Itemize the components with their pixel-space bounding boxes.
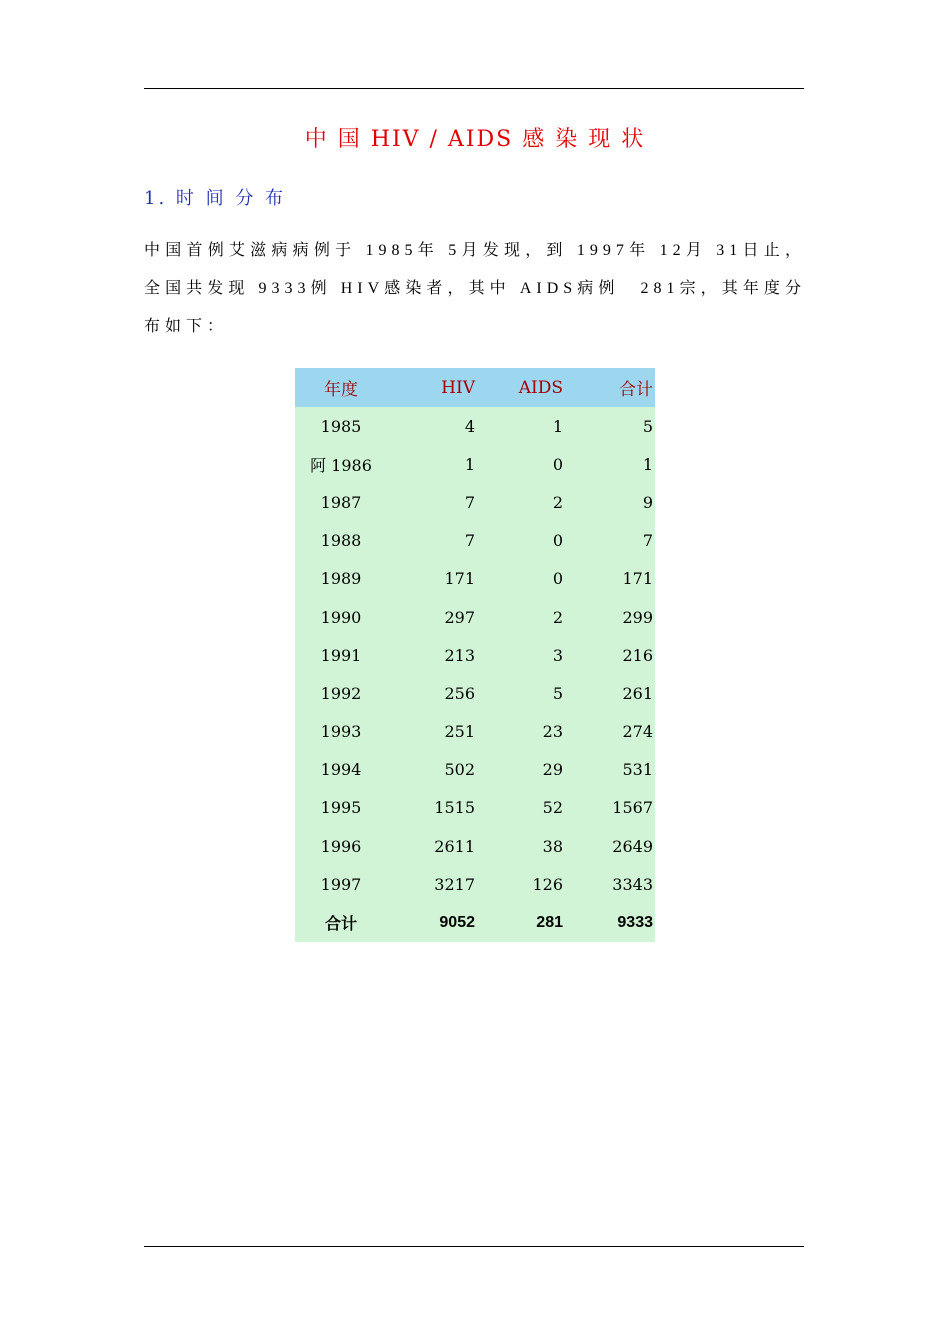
aids-cell: 2 bbox=[477, 483, 565, 521]
header-rule bbox=[144, 88, 804, 89]
total-cell: 1 bbox=[565, 445, 655, 483]
table-row bbox=[295, 713, 655, 751]
hiv-cell: 1 bbox=[387, 445, 477, 483]
footer-rule bbox=[144, 1246, 804, 1247]
aids-cell: 23 bbox=[477, 713, 565, 751]
total-cell: 216 bbox=[565, 636, 655, 674]
total-aids-cell: 281 bbox=[477, 903, 565, 941]
header-hiv: HIV bbox=[387, 368, 477, 407]
intro-paragraph: 中国首例艾滋病病例于 1985年 5月发现，到 1997年 12月 31日止，全国共发现 9333例 HIV感染者，其中 AIDS病例 281宗，其年度分布如下： bbox=[144, 242, 806, 335]
section-heading: 1. 时 间 分 布 bbox=[144, 188, 287, 209]
aids-cell: 0 bbox=[477, 522, 565, 560]
aids-cell: 1 bbox=[477, 407, 565, 445]
year-cell: 1997 bbox=[295, 865, 387, 903]
table-row bbox=[295, 751, 655, 789]
hiv-cell: 7 bbox=[387, 483, 477, 521]
aids-cell: 5 bbox=[477, 674, 565, 712]
year-cell: 1988 bbox=[295, 522, 387, 560]
total-cell: 1567 bbox=[565, 789, 655, 827]
year-cell: 1996 bbox=[295, 827, 387, 865]
aids-cell: 126 bbox=[477, 865, 565, 903]
page-title: 中 国 HIV / AIDS 感 染 现 状 bbox=[304, 127, 646, 152]
table-total-row bbox=[295, 903, 655, 941]
total-cell: 261 bbox=[565, 674, 655, 712]
table-row bbox=[295, 598, 655, 636]
table-row bbox=[295, 445, 655, 483]
year-cell: 1990 bbox=[295, 598, 387, 636]
table-row bbox=[295, 560, 655, 598]
hiv-cell: 3217 bbox=[387, 865, 477, 903]
year-cell: 阿 1986 bbox=[295, 445, 387, 483]
hiv-cell: 1515 bbox=[387, 789, 477, 827]
hiv-cell: 213 bbox=[387, 636, 477, 674]
header-year: 年度 bbox=[295, 368, 387, 407]
table-row bbox=[295, 636, 655, 674]
aids-cell: 52 bbox=[477, 789, 565, 827]
year-cell: 1987 bbox=[295, 483, 387, 521]
aids-cell: 2 bbox=[477, 598, 565, 636]
total-cell: 9 bbox=[565, 483, 655, 521]
table-row bbox=[295, 674, 655, 712]
aids-cell: 0 bbox=[477, 560, 565, 598]
table-row bbox=[295, 827, 655, 865]
total-cell: 3343 bbox=[565, 865, 655, 903]
hiv-cell: 4 bbox=[387, 407, 477, 445]
year-cell: 1989 bbox=[295, 560, 387, 598]
year-cell: 1985 bbox=[295, 407, 387, 445]
total-cell: 5 bbox=[565, 407, 655, 445]
aids-cell: 38 bbox=[477, 827, 565, 865]
hiv-cell: 251 bbox=[387, 713, 477, 751]
header-aids: AIDS bbox=[477, 368, 565, 407]
hiv-cell: 297 bbox=[387, 598, 477, 636]
total-cell: 274 bbox=[565, 713, 655, 751]
table-header-row bbox=[295, 368, 655, 407]
year-cell: 1991 bbox=[295, 636, 387, 674]
total-total-cell: 9333 bbox=[565, 903, 655, 941]
year-cell: 1995 bbox=[295, 789, 387, 827]
total-cell: 299 bbox=[565, 598, 655, 636]
year-cell: 1992 bbox=[295, 674, 387, 712]
header-total: 合计 bbox=[565, 368, 655, 407]
total-hiv-cell: 9052 bbox=[387, 903, 477, 941]
hiv-cell: 2611 bbox=[387, 827, 477, 865]
table-row bbox=[295, 789, 655, 827]
aids-cell: 29 bbox=[477, 751, 565, 789]
table-row bbox=[295, 865, 655, 903]
total-cell: 171 bbox=[565, 560, 655, 598]
year-cell: 1993 bbox=[295, 713, 387, 751]
hiv-cell: 7 bbox=[387, 522, 477, 560]
aids-cell: 0 bbox=[477, 445, 565, 483]
table-row bbox=[295, 407, 655, 445]
yearly-distribution-table bbox=[295, 368, 655, 942]
total-cell: 2649 bbox=[565, 827, 655, 865]
total-year-cell: 合计 bbox=[295, 903, 387, 941]
table-row bbox=[295, 522, 655, 560]
hiv-cell: 502 bbox=[387, 751, 477, 789]
total-cell: 531 bbox=[565, 751, 655, 789]
table-row bbox=[295, 483, 655, 521]
year-cell: 1994 bbox=[295, 751, 387, 789]
hiv-cell: 171 bbox=[387, 560, 477, 598]
aids-cell: 3 bbox=[477, 636, 565, 674]
hiv-cell: 256 bbox=[387, 674, 477, 712]
total-cell: 7 bbox=[565, 522, 655, 560]
